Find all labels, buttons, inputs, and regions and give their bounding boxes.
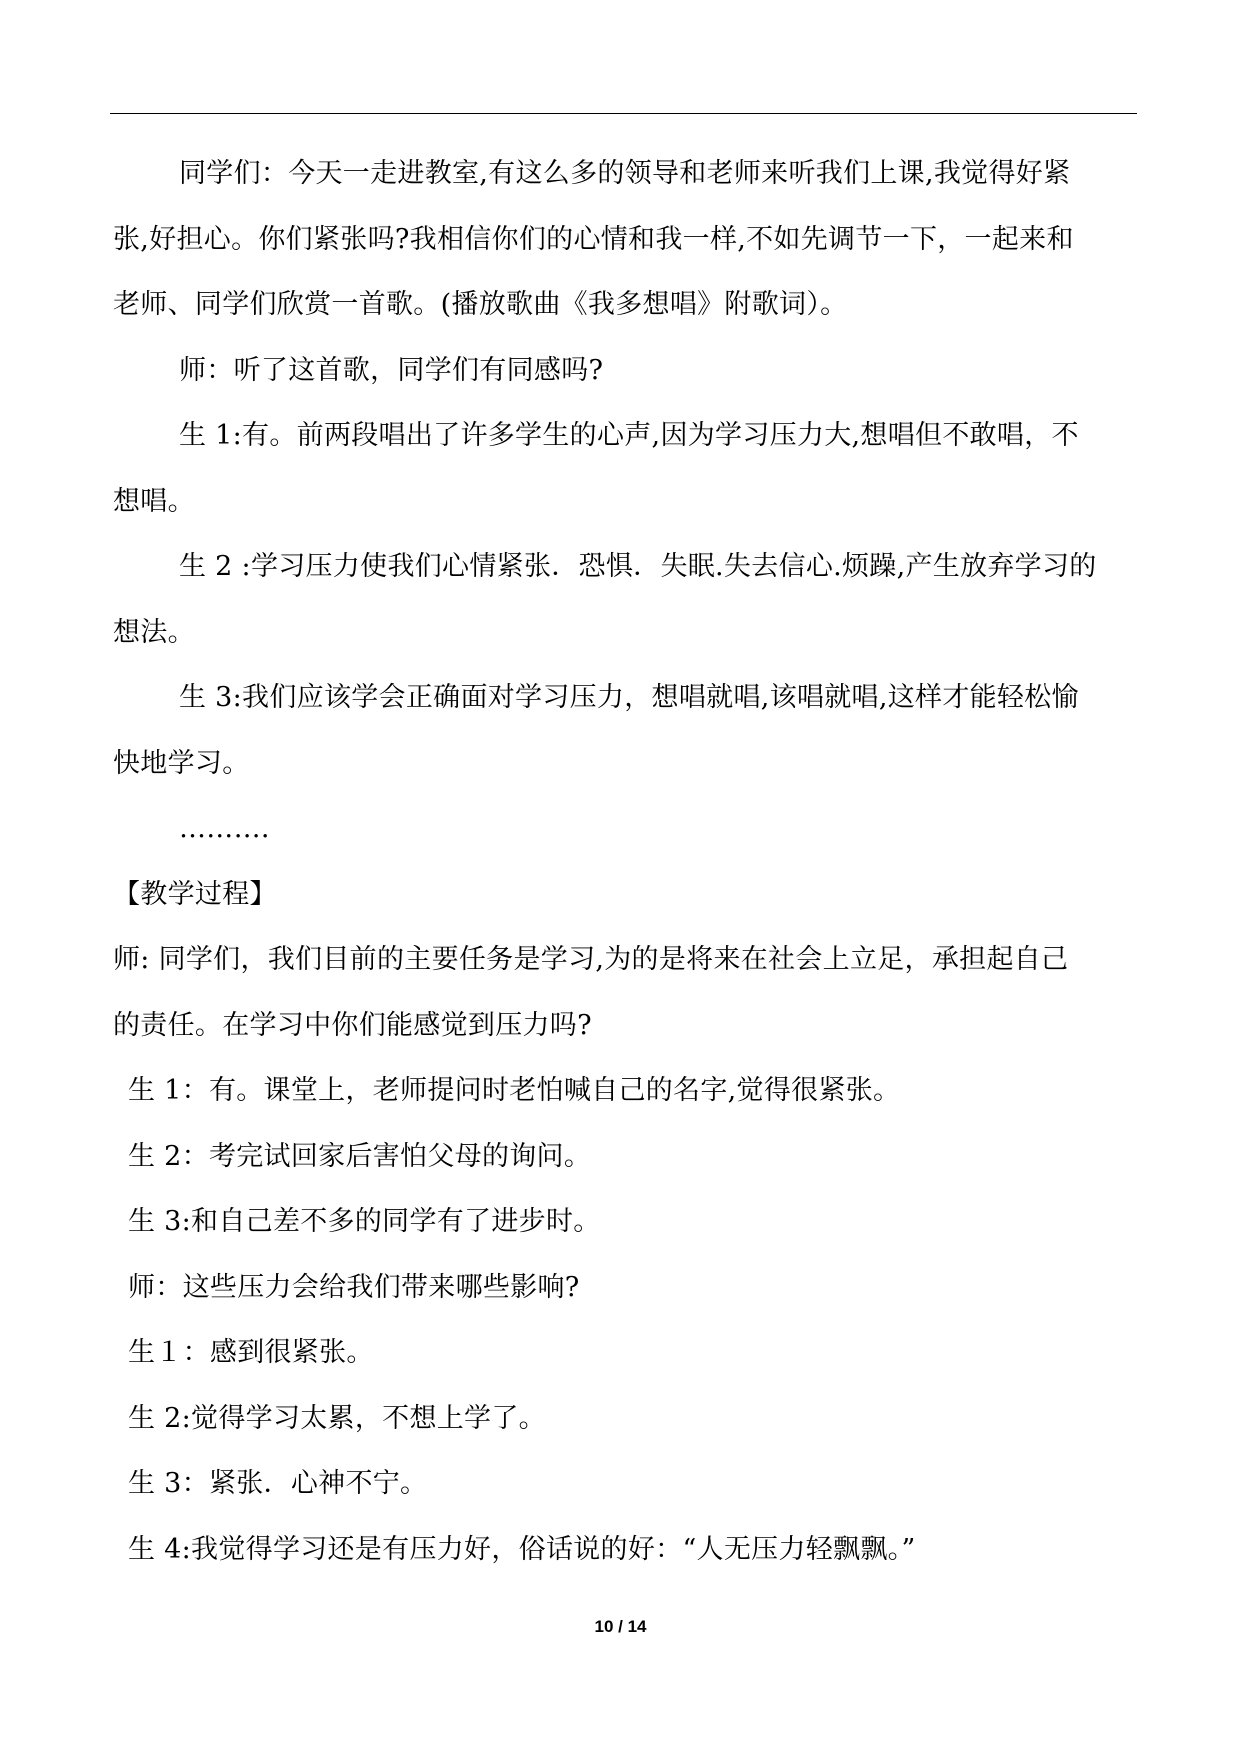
dialogue-line: 生 3:和自己差不多的同学有了进步时。 xyxy=(128,1206,601,1237)
paragraph-line: 同学们：今天一走进教室,有这么多的领导和老师来听我们上课,我觉得好紧 xyxy=(179,158,1071,189)
paragraph-line: 张,好担心。你们紧张吗?我相信你们的心情和我一样,不如先调节一下，一起来和 xyxy=(113,223,1074,255)
dialogue-line: 生 3：紧张．心神不宁。 xyxy=(128,1468,428,1499)
paragraph-line: 的责任。在学习中你们能感觉到压力吗? xyxy=(113,1009,592,1041)
dialogue-line: 生 1：有。课堂上，老师提问时老怕喊自己的名字,觉得很紧张。 xyxy=(128,1075,901,1106)
dialogue-line: 生１：感到很紧张。 xyxy=(128,1337,374,1368)
paragraph-line: 师: 同学们，我们目前的主要任务是学习,为的是将来在社会上立足，承担起自己 xyxy=(113,944,1069,975)
paragraph-line: 师：听了这首歌，同学们有同感吗? xyxy=(179,354,604,386)
section-heading: 【教学过程】 xyxy=(113,878,277,910)
paragraph-line: 生 3:我们应该学会正确面对学习压力，想唱就唱,该唱就唱,这样才能轻松愉 xyxy=(179,682,1079,713)
dialogue-line: 生 2：考完试回家后害怕父母的询问。 xyxy=(128,1140,592,1172)
paragraph-line: 快地学习。 xyxy=(113,747,250,779)
page-number: 10 / 14 xyxy=(594,1617,647,1636)
paragraph-line: 生 1:有。前两段唱出了许多学生的心声,因为学习压力大,想唱但不敢唱，不 xyxy=(179,420,1079,451)
header-rule xyxy=(110,113,1137,114)
document-body xyxy=(113,158,1135,1599)
paragraph-line: 想法。 xyxy=(113,616,195,648)
dialogue-line: 生 4:我觉得学习还是有压力好，俗话说的好：“人无压力轻飘飘。” xyxy=(128,1533,916,1565)
dialogue-line: 生 2:觉得学习太累，不想上学了。 xyxy=(128,1402,546,1434)
paragraph-line: 生 2 :学习压力使我们心情紧张．恐惧．失眠.失去信心.烦躁,产生放弃学习的 xyxy=(179,551,1097,582)
paragraph-line: 想唱。 xyxy=(113,485,195,517)
dialogue-line: 师：这些压力会给我们带来哪些影响? xyxy=(128,1271,580,1303)
ellipsis-line: ………. xyxy=(179,813,270,844)
paragraph-line: 老师、同学们欣赏一首歌。(播放歌曲《我多想唱》附歌词）。 xyxy=(113,289,848,320)
